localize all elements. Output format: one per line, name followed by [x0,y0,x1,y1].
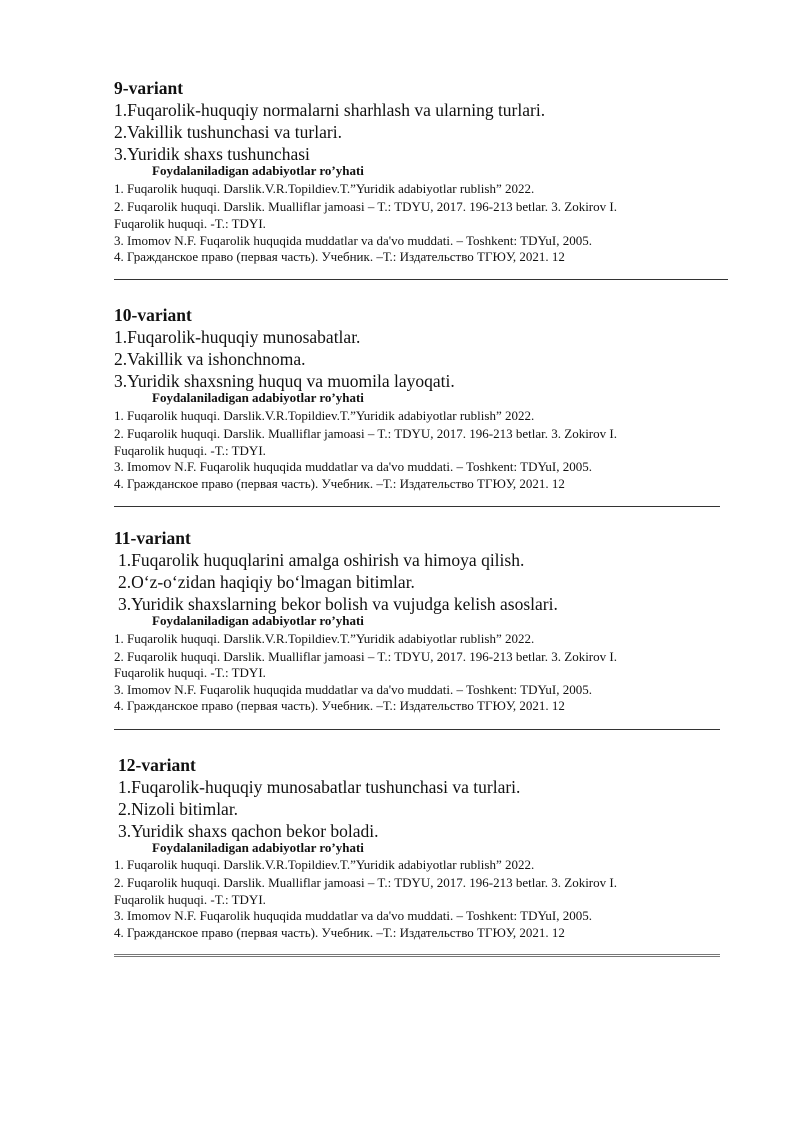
literature-heading: Foydalaniladigan adabiyotlar ro’yhati [152,390,364,405]
reference-1: 1. Fuqarolik huquqi. Darslik.V.R.Topildiev.T.”Yuridik adabiyotlar rublish” 2022. [114,408,535,423]
section-divider [114,729,720,730]
variant-title: 10-variant [114,305,192,325]
reference-1: 1. Fuqarolik huquqi. Darslik.V.R.Topildiev.T.”Yuridik adabiyotlar rublish” 2022. [114,857,535,872]
question-3: 3.Yuridik shaxs qachon bekor boladi. [118,821,379,841]
question-1: 1.Fuqarolik-huquqiy normalarni sharhlash va ularning turlari. [114,100,546,120]
variant-title: 9-variant [114,78,184,98]
reference-3: 3. Imomov N.F. Fuqarolik huquqida muddatlar va da'vo muddati. – Toshkent: TDYuI, 2005. [114,682,592,697]
reference-3: 3. Imomov N.F. Fuqarolik huquqida muddatlar va da'vo muddati. – Toshkent: TDYuI, 2005. [114,459,592,474]
reference-2-cont: Fuqarolik huquqi. -T.: TDYI. [114,216,266,231]
question-2: 2.Vakillik va ishonchnoma. [114,349,306,369]
question-2: 2.O‘z-o‘zidan haqiqiy bo‘lmagan bitimlar. [118,572,415,592]
literature-heading: Foydalaniladigan adabiyotlar ro’yhati [152,613,364,628]
reference-4: 4. Гражданское право (первая часть). Учебник. –Т.: Издательство ТГЮУ, 2021. 12 [114,249,565,264]
section-divider [114,279,728,280]
question-3: 3.Yuridik shaxs tushunchasi [114,144,310,164]
question-2: 2.Nizoli bitimlar. [118,799,239,819]
variant-title: 11-variant [114,528,191,548]
variant-title: 12-variant [118,755,196,775]
reference-4: 4. Гражданское право (первая часть). Учебник. –Т.: Издательство ТГЮУ, 2021. 12 [114,698,565,713]
reference-4: 4. Гражданское право (первая часть). Учебник. –Т.: Издательство ТГЮУ, 2021. 12 [114,925,565,940]
question-3: 3.Yuridik shaxsning huquq va muomila layoqati. [114,371,455,391]
reference-2: 2. Fuqarolik huquqi. Darslik. Mualliflar jamoasi – T.: TDYU, 2017. 196-213 betlar. 3. Zokirov I. [114,426,617,441]
question-1: 1.Fuqarolik huquqlarini amalga oshirish va himoya qilish. [118,550,525,570]
reference-3: 3. Imomov N.F. Fuqarolik huquqida muddatlar va da'vo muddati. – Toshkent: TDYuI, 2005. [114,233,592,248]
reference-2: 2. Fuqarolik huquqi. Darslik. Mualliflar jamoasi – T.: TDYU, 2017. 196-213 betlar. 3. Zokirov I. [114,199,617,214]
reference-2-cont: Fuqarolik huquqi. -T.: TDYI. [114,665,266,680]
question-1: 1.Fuqarolik-huquqiy munosabatlar. [114,327,361,347]
question-2: 2.Vakillik tushunchasi va turlari. [114,122,342,142]
reference-3: 3. Imomov N.F. Fuqarolik huquqida muddatlar va da'vo muddati. – Toshkent: TDYuI, 2005. [114,908,592,923]
section-divider [114,954,720,957]
reference-1: 1. Fuqarolik huquqi. Darslik.V.R.Topildiev.T.”Yuridik adabiyotlar rublish” 2022. [114,631,535,646]
reference-2-cont: Fuqarolik huquqi. -T.: TDYI. [114,443,266,458]
question-1: 1.Fuqarolik-huquqiy munosabatlar tushunchasi va turlari. [118,777,521,797]
reference-2-cont: Fuqarolik huquqi. -T.: TDYI. [114,892,266,907]
question-3: 3.Yuridik shaxslarning bekor bolish va vujudga kelish asoslari. [118,594,558,614]
reference-4: 4. Гражданское право (первая часть). Учебник. –Т.: Издательство ТГЮУ, 2021. 12 [114,476,565,491]
reference-1: 1. Fuqarolik huquqi. Darslik.V.R.Topildiev.T.”Yuridik adabiyotlar rublish” 2022. [114,181,535,196]
literature-heading: Foydalaniladigan adabiyotlar ro’yhati [152,840,364,855]
reference-2: 2. Fuqarolik huquqi. Darslik. Mualliflar jamoasi – T.: TDYU, 2017. 196-213 betlar. 3. Zokirov I. [114,875,617,890]
section-divider [114,506,720,507]
reference-2: 2. Fuqarolik huquqi. Darslik. Mualliflar jamoasi – T.: TDYU, 2017. 196-213 betlar. 3. Zokirov I. [114,649,617,664]
literature-heading: Foydalaniladigan adabiyotlar ro’yhati [152,163,364,178]
